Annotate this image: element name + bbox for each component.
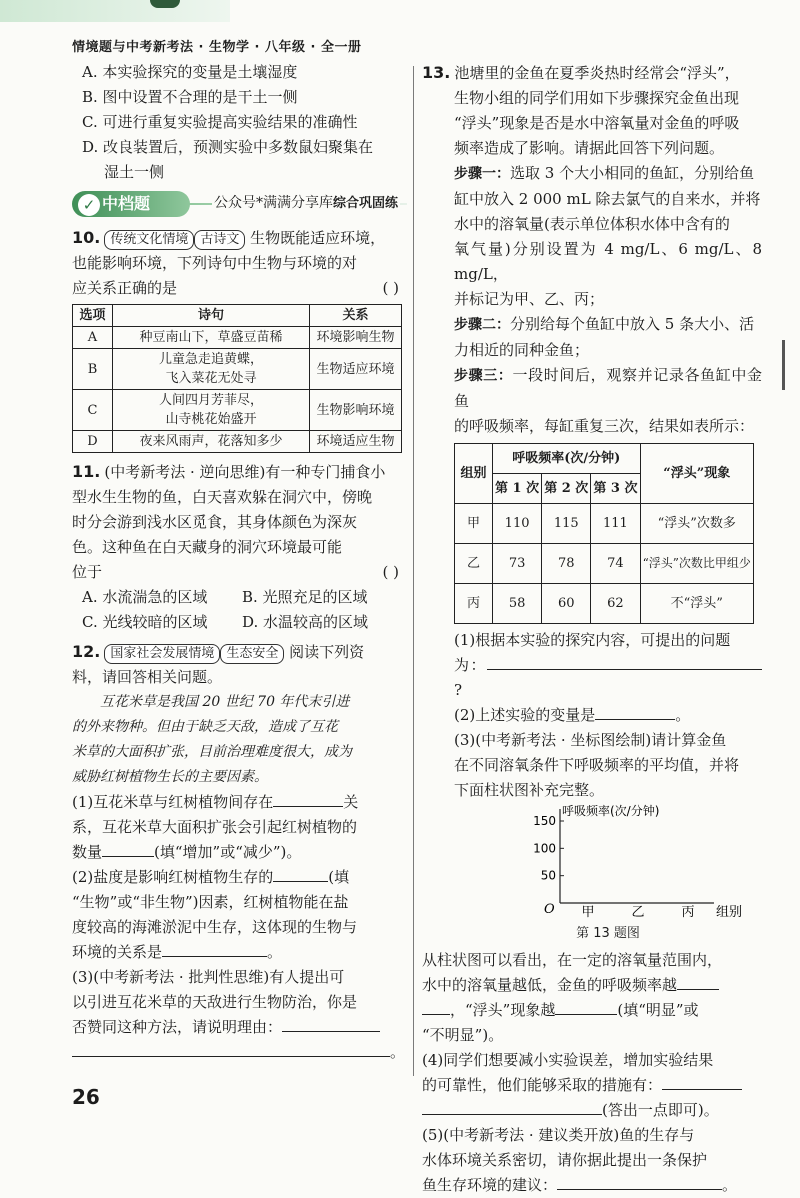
q13-after-line: ，“浮头”现象越 (填“明显”或 — [422, 998, 762, 1023]
q13-th-trial: 第 2 次 — [542, 474, 591, 504]
q13-part5: (5)(中考新考法 · 建议类开放)鱼的生存与 — [422, 1126, 695, 1144]
chart-y-axis-label: 呼吸频率(次/分钟) — [562, 804, 660, 818]
q13-blank-5[interactable] — [662, 1074, 742, 1090]
q13-step1-line: 水中的溶氧量(表示单位体积水体中含有的 — [454, 215, 730, 233]
chart-canvas[interactable] — [454, 803, 774, 923]
q12-part1-line: 系，互花米草大面积扩张会引起红树植物的 — [72, 818, 358, 836]
q13-step1-line: 氧气量)分别设置为 4 mg/L、6 mg/L、8 mg/L， — [454, 240, 762, 283]
q13-blank-4[interactable] — [555, 999, 617, 1015]
q13-part3: (3)(中考新考法 · 坐标图绘制)请计算金鱼 — [454, 731, 727, 749]
q12-blank-3[interactable] — [273, 866, 328, 882]
q12-part3-line: 以引进互花米草的天敌进行生物防治，你是 — [72, 993, 358, 1011]
top-color-strip — [0, 0, 230, 22]
q13-step3: 步骤三：一段时间后，观察并记录各鱼缸中金鱼 — [454, 366, 762, 410]
chart-category-label: 丙 — [681, 905, 695, 920]
q13-blank-7[interactable] — [557, 1174, 722, 1190]
q13-intro: “浮头”现象是否是水中溶氧量对金鱼的呼吸 — [454, 114, 740, 132]
q13-th-group: 组别 — [455, 444, 493, 504]
q13-part3-line: 下面柱状图补充完整。 — [454, 781, 605, 799]
q12-part2-line: 环境的关系是 。 — [72, 943, 283, 961]
q10-th-poem: 诗句 — [113, 305, 310, 327]
q11-number: 11. — [72, 462, 101, 481]
chart-y-tick-label: 50 — [540, 868, 556, 883]
q13-blank-2[interactable] — [595, 704, 675, 720]
q13-step1: 步骤一：选取 3 个大小相同的鱼缸，分别给鱼 — [454, 164, 755, 182]
q12-part3-line: 否赞同这种方法，请说明理由： — [72, 1015, 407, 1040]
column-divider — [413, 66, 414, 1076]
chart-category-label: 甲 — [581, 905, 595, 920]
top-tab-decoration — [150, 0, 180, 8]
q12-blank-2[interactable] — [102, 841, 154, 857]
q12-tag-national: 国家社会发展情境 — [104, 644, 220, 664]
q13-part1: (1)根据本实验的探究内容，可提出的问题 — [454, 631, 731, 649]
table-row: C 人间四月芳菲尽， 山寺桃花始盛开 生物影响环境 — [73, 390, 402, 431]
q10-tag-poem: 古诗文 — [194, 230, 245, 250]
section-label: ✓ 中档题 — [72, 191, 190, 217]
q12-part2: (2)盐度是影响红树植物生存的 (填 — [72, 868, 350, 886]
q9-option-b: B. 图中设置不合理的是干土一侧 — [82, 88, 298, 106]
q12-part1: (1)互花米草与红树植物间存在 关 — [72, 793, 359, 811]
q13-intro: 频率造成了影响。请据此回答下列问题。 — [454, 139, 725, 157]
q12-tag-ecology: 生态安全 — [220, 644, 284, 664]
q12-passage: 互花米草是我国 20 世纪 70 年代末引进 的外来物种。但由于缺乏天敌，造成了互花 米草的大面积扩张，目前治理难度很大，成为 威胁红树植物生长的主要因素。 — [72, 694, 352, 785]
q13-part1-line: 为：? — [454, 653, 762, 703]
q12-part2-line: 度较高的海滩淤泥中生存，这体现的生物与 — [72, 918, 358, 936]
q13-part5-line: 水体环境关系密切，请你据此提出一条保护 — [422, 1151, 708, 1169]
q12-part1-line: 数量 (填“增加”或“减少”)。 — [72, 843, 302, 861]
q10-th-option: 选项 — [73, 305, 113, 327]
q13-step2-line: 力相近的同种金鱼； — [454, 341, 590, 359]
question-12: 12. 国家社会发展情境 生态安全 阅读下列资 料，请回答相关问题。 互花米草是我国 20 世纪 70 年代末引进 的外来物种。但由于缺乏天敌，造成了互花 米草的大面积扩张，目前治理难度很大，成为 威胁红树植物生长的主要因素。 (1)互花米草与红树植物间存在 关 系，互花米草大面积扩张会引起红树植物的 数量 (填“增加”或“减少”)。 (2)盐度是影响红树植物生存的 (填 “生物”或“非生物”)因素，红树植物能在盐 度较高的海滩淤泥中生存，这体现的生物与 环境的关系是 。 (3)(中考新考法 · 批判性思维)有人提出可 以引进互花米草的天敌进行生物防治，你是 否赞同这种方法，请说明理由： 。 — [72, 639, 407, 1065]
q13-part4: (4)同学们想要减小实验误差，增加实验结果 — [422, 1051, 714, 1069]
q11-option-d[interactable]: D. 水温较高的区域 — [242, 613, 369, 631]
q11-line: 型水生生物的鱼，白天喜欢躲在洞穴中，傍晚 — [72, 488, 373, 506]
q10-text-c: 应关系正确的是 ( ) — [72, 276, 407, 301]
table-row: B 儿童急走追黄蝶， 飞入菜花无处寻 生物适应环境 — [73, 349, 402, 390]
q13-after-line: 水中的溶氧量越低，金鱼的呼吸频率越 — [422, 973, 762, 998]
q13-blank-3[interactable] — [677, 974, 719, 990]
chart-y-tick-label: 100 — [533, 841, 556, 856]
q10-answer-paren[interactable]: ( ) — [382, 279, 399, 297]
q11-option-c[interactable]: C. 光线较暗的区域 — [82, 613, 208, 631]
q10-number: 10. — [72, 228, 101, 247]
q13-blank-3b[interactable] — [422, 999, 450, 1015]
q13-after-line: “不明显”)。 — [422, 1026, 504, 1044]
chart-y-tick-label: 150 — [533, 814, 556, 828]
q11-line: 时分会游到浅水区觅食，其身体颜色为深灰 — [72, 513, 358, 531]
q12-part3-line: 。 — [72, 1040, 407, 1065]
q12-blank-5[interactable] — [282, 1016, 380, 1032]
q12-intro: 料，请回答相关问题。 — [72, 668, 223, 686]
page-number: 26 — [72, 1085, 100, 1109]
q13-bar-chart — [454, 803, 774, 923]
q13-th-trial: 第 3 次 — [591, 474, 640, 504]
q12-part2-line: “生物”或“非生物”)因素，红树植物能在盐 — [72, 893, 349, 911]
q13-step3-line: 的呼吸频率，每缸重复三次，结果如表所示： — [454, 417, 755, 435]
q10-th-relation: 关系 — [310, 305, 402, 327]
right-column — [422, 60, 762, 1198]
q9-option-a: A. 本实验探究的变量是土壤湿度 — [82, 63, 298, 81]
q13-th-float: “浮头”现象 — [640, 444, 753, 504]
q13-figure-caption: 第 13 题图 — [576, 926, 640, 941]
table-row: 甲 110 115 111 “浮头”次数多 — [455, 504, 754, 544]
q11-option-a[interactable]: A. 水流湍急的区域 — [82, 588, 208, 606]
page-edge-mark — [782, 340, 785, 390]
q11-answer-paren[interactable]: ( ) — [382, 563, 399, 581]
left-column — [72, 60, 407, 1065]
q13-th-trial: 第 1 次 — [493, 474, 542, 504]
table-row: 乙 73 78 74 “浮头”次数比甲组少 — [455, 544, 754, 584]
q13-part4-line: 的可靠性，他们能够采取的措施有： — [422, 1073, 762, 1098]
q12-blank-6[interactable] — [72, 1041, 390, 1057]
q13-th-rate: 呼吸频率(次/分钟) — [493, 444, 641, 474]
chart-x-axis-label: 组别 — [716, 905, 743, 920]
q13-part3-line: 在不同溶氧条件下呼吸频率的平均值，并将 — [454, 756, 740, 774]
q13-intro: 生物小组的同学们用如下步骤探究金鱼出现 — [454, 89, 740, 107]
q13-blank-6[interactable] — [422, 1099, 602, 1115]
q13-part4-line: (答出一点即可)。 — [422, 1098, 762, 1123]
q11-line: 位于 ( ) — [72, 560, 407, 585]
q12-number: 12. — [72, 642, 101, 661]
q10-text-b: 也能影响环境，下列诗句中生物与环境的对 — [72, 254, 358, 272]
q13-number: 13. — [422, 63, 451, 82]
table-row: 丙 58 60 62 不“浮头” — [455, 584, 754, 624]
q9-option-c: C. 可进行重复实验提高实验结果的准确性 — [82, 113, 358, 131]
check-icon: ✓ — [78, 194, 100, 216]
chart-category-label: 乙 — [631, 905, 645, 920]
q13-step1-line: 缸中放入 2 000 mL 除去氯气的自来水，并将 — [454, 190, 761, 208]
q10-table — [72, 304, 402, 453]
question-13: 13. 池塘里的金鱼在夏季炎热时经常会“浮头”， 生物小组的同学们用如下步骤探究金鱼出现 “浮头”现象是否是水中溶氧量对金鱼的呼吸 频率造成了影响。请据此回答下列问题。 步骤一：选取 3 个大小相同的鱼缸，分别给鱼 缸中放入 2 000 mL 除去氯气的自来水，并将 水中的溶氧量(表示单位体积水体中含有的 氧气量)分别设置为 4 mg/L、6 mg/L、8 mg/L， 并标记为甲、乙、丙； 步骤二：分别给每个鱼缸中放入 5 条大小、活 力相近的同种金鱼； 步骤三：一段时间后，观察并记录各鱼缸中金鱼 的呼吸频率，每缸重复三次，结果如表所示： 组别 呼吸频率(次/分钟) “浮头”现象 第 1 次 第 2 次 第 3 次 甲 110 115 111 “浮头”次数多 乙 73 78 74 “浮头”次数比甲组少 丙 58 60 62 不“浮头” (1)根据本实验的探究内容，可提出的问题 为：? (2)上述实验的变量是 。 (3)(中考新考法 · 坐标图绘制)请计算金鱼 在不同溶氧条件下呼吸频率的平均值，并将 下面柱状图补充完整。 呼吸频率(次/分钟) 组别 O 50 100 150 甲 乙 丙 第 13 题图 从柱状图可以看出，在一定的溶氧量范围内， 水中的溶氧量越低，金鱼的呼吸频率越 ，“浮头”现象越 (填“明显”或 “不明显”)。 (4)同学们想要减小实验误差，增加实验结果 的可靠性，他们能够采取的措施有： (答出一点即可)。 (5)(中考新考法 · 建议类开放)鱼的生存与 水体环境关系密切，请你据此提出一条保护 鱼生存环境的建议： 。 — [422, 60, 762, 1198]
q13-part2: (2)上述实验的变量是 。 — [454, 706, 691, 724]
q12-part3: (3)(中考新考法 · 批判性思维)有人提出可 — [72, 968, 345, 986]
q9-option-d: D. 改良装置后，预测实验中多数鼠妇聚集在 — [82, 138, 374, 156]
q13-part5-line: 鱼生存环境的建议： 。 — [422, 1176, 738, 1194]
q10-text: 生物既能适应环境， — [250, 229, 386, 247]
running-header: 情境题与中考新考法 · 生物学 · 八年级 · 全一册 — [72, 40, 362, 55]
chart-origin-label: O — [544, 902, 555, 917]
question-11: 11. (中考新考法 · 逆向思维)有一种专门捕食小 型水生生物的鱼，白天喜欢躲在洞穴中，傍晚 时分会游到浅水区觅食，其身体颜色为深灰 色。这种鱼在白天藏身的洞穴环境最可能 位于 ( ) A. 水流湍急的区域 B. 光照充足的区域 C. 光线较暗的区域 D. 水温较高的区域 — [72, 459, 407, 635]
q13-after-text: 从柱状图可以看出，在一定的溶氧量范围内， — [422, 951, 723, 969]
q11-line: 色。这种鱼在白天藏身的洞穴环境最可能 — [72, 538, 343, 556]
q12-blank-1[interactable] — [273, 791, 343, 807]
q11-option-b[interactable]: B. 光照充足的区域 — [242, 588, 368, 606]
q10-tag-culture: 传统文化情境 — [104, 230, 194, 250]
q9-options — [72, 60, 407, 185]
q13-table — [454, 443, 754, 624]
section-band — [72, 189, 407, 219]
table-row: D 夜来风雨声，花落知多少 环境适应生物 — [73, 431, 402, 453]
q13-blank-1[interactable] — [487, 654, 762, 670]
section-note: 公众号*满满分享库综合巩固练 — [212, 191, 400, 216]
table-row: A 种豆南山下，草盛豆苗稀 环境影响生物 — [73, 327, 402, 349]
q12-blank-4[interactable] — [162, 941, 267, 957]
q9-option-d-cont: 湿土一侧 — [104, 163, 165, 181]
question-10 — [72, 225, 407, 453]
q13-step1-line: 并标记为甲、乙、丙； — [454, 290, 605, 308]
q13-step2: 步骤二：分别给每个鱼缸中放入 5 条大小、活 — [454, 315, 755, 333]
